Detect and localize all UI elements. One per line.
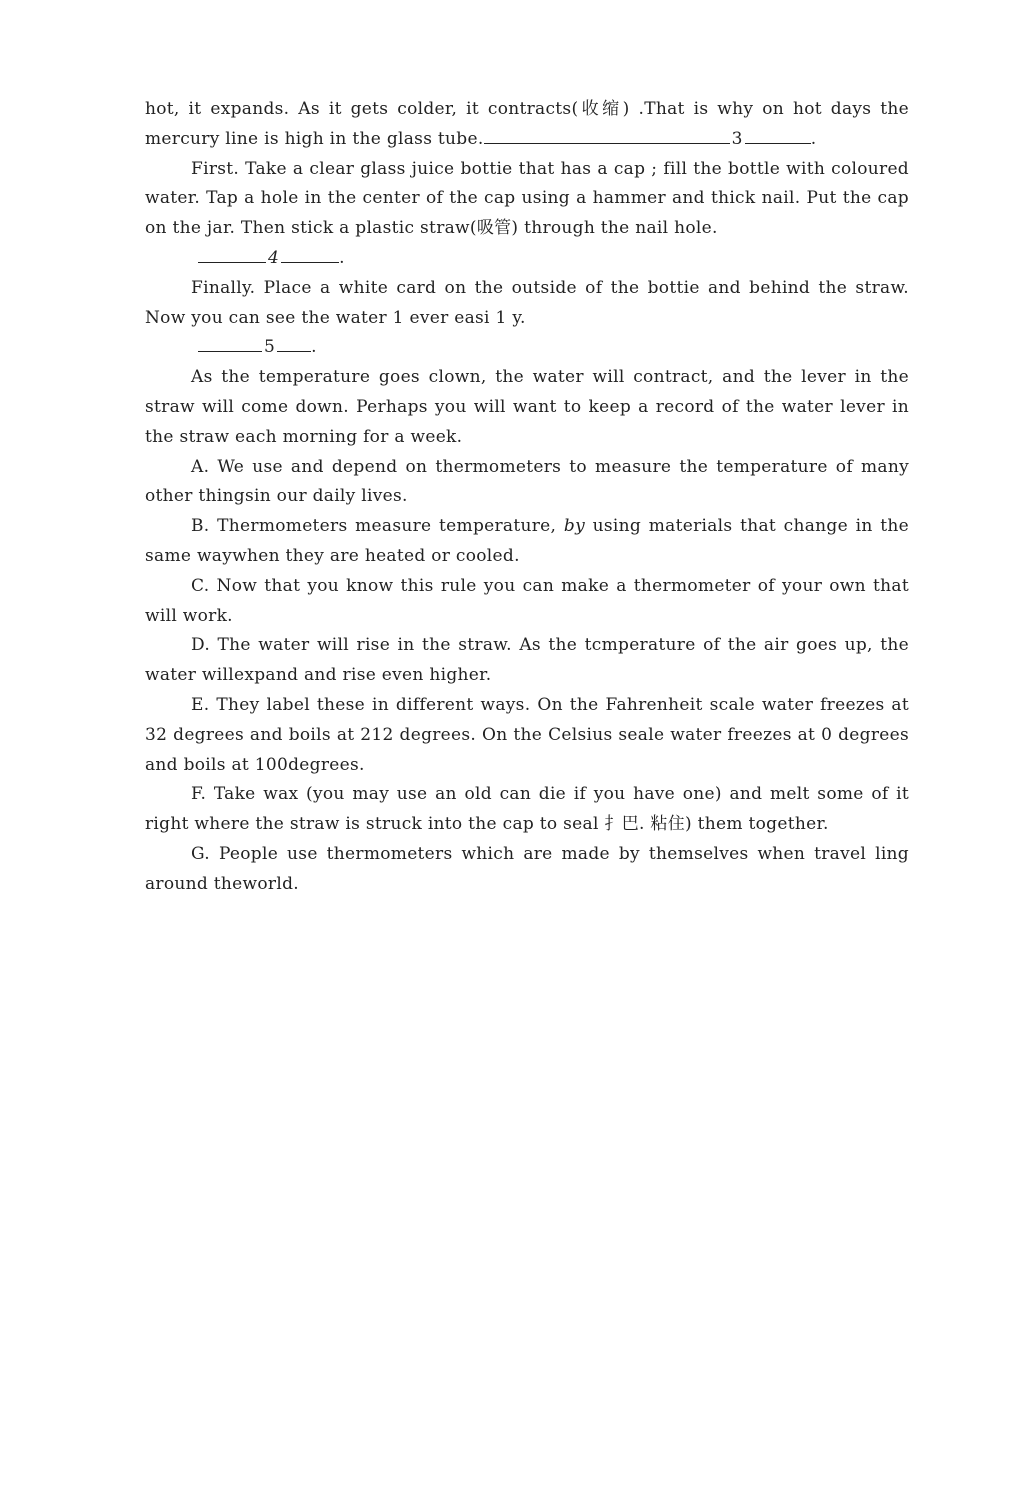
paragraph-text: hot, it expands. As it gets colder, it contracts(收缩) .That is why on hot days the mercury line is high in the glass tube. <box>145 99 909 149</box>
blank-underline <box>198 244 266 263</box>
blank-number-5: 5 <box>264 337 276 358</box>
paragraph-temperature-down: As the temperature goes clown, the water will contract, and the lever in the straw will come down. Perhaps you will want to keep a record of the water lever in the straw each morning for a week. <box>145 367 909 447</box>
option-b <box>145 512 909 572</box>
blank-underline <box>484 125 730 144</box>
punctuation: . <box>311 337 317 358</box>
option-b-text-rest: using materials that change in the same waywhen they are heated or cooled. <box>145 516 909 566</box>
paragraph-mercury <box>145 95 909 155</box>
paragraph-first-step: First. Take a clear glass juice bottie that has a cap ; fill the bottle with coloured water. Tap a hole in the center of the cap using a hammer and thick nail. Put the cap on the jar. Then stick a plastic straw(吸管) through the nail hole. <box>145 158 909 239</box>
option-c: C. Now that you know this rule you can make a thermometer of your own that will work. <box>145 575 909 626</box>
punctuation: . <box>810 128 817 149</box>
option-e: E. They label these in different ways. On the Fahrenheit scale water freezes at 32 degrees and boils at 212 degrees. On the Celsius seale water freezes at 0 degrees and boils at 100degrees. <box>145 694 909 775</box>
paragraph-finally-step: Finally. Place a white card on the outside of the bottie and behind the straw. Now you can see the water 1 ever easi 1 y. <box>145 277 909 328</box>
document-page <box>145 95 909 900</box>
blank-underline <box>277 333 311 352</box>
option-a: A. We use and depend on thermometers to measure the temperature of many other thingsin our daily lives. <box>145 456 909 507</box>
blank-line-4 <box>145 244 909 274</box>
blank-underline <box>281 244 339 263</box>
blank-underline <box>745 125 811 144</box>
option-b-italic: by <box>563 516 585 537</box>
option-g: G. People use thermometers which are made by themselves when travel ling around theworld. <box>145 843 909 894</box>
punctuation: . <box>339 247 345 268</box>
blank-number-4: 4 <box>268 247 280 268</box>
blank-number-3: 3 <box>731 128 743 149</box>
blank-line-5 <box>145 333 909 363</box>
blank-underline <box>198 333 262 352</box>
option-d: D. The water will rise in the straw. As the tcmperature of the air goes up, the water willexpand and rise even higher. <box>145 635 909 686</box>
option-f: F. Take wax (you may use an old can die if you have one) and melt some of it right where the straw is struck into the cap to seal 扌巴. 粘住) them together. <box>145 784 909 835</box>
option-b-text: B. Thermometers measure temperature, <box>191 516 557 537</box>
